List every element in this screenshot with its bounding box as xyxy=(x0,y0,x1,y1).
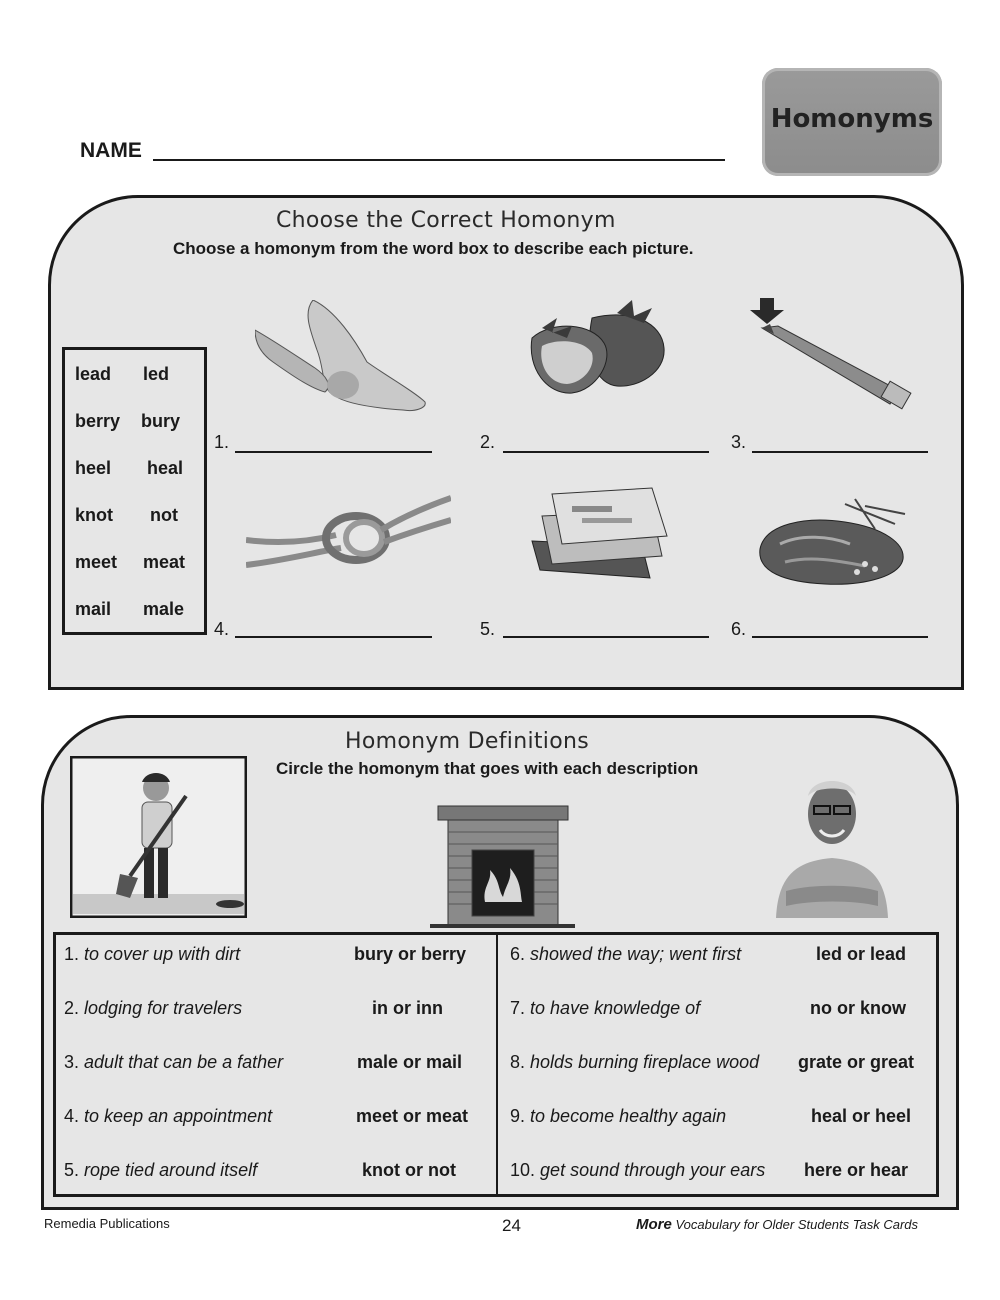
table-divider xyxy=(496,932,498,1197)
pencil-lead-image xyxy=(748,298,918,416)
row-number: 2. xyxy=(64,998,80,1018)
word: knot xyxy=(75,505,113,525)
definition-text: holds burning fireplace wood xyxy=(530,1052,760,1072)
homonym-choice[interactable]: in or inn xyxy=(372,998,443,1018)
homonym-choice[interactable]: grate or great xyxy=(798,1052,915,1072)
section2-subtitle: Circle the homonym that goes with each description xyxy=(276,759,699,778)
answer-line-4[interactable] xyxy=(235,636,432,638)
word: heal xyxy=(147,458,184,478)
definition-row xyxy=(510,1160,765,1181)
meat-steak-image xyxy=(755,494,910,592)
homonym-choice[interactable]: led or lead xyxy=(816,944,907,964)
definition-text: to have knowledge of xyxy=(530,998,701,1018)
row-number: 6. xyxy=(510,944,526,964)
word: meet xyxy=(75,552,118,572)
word: heel xyxy=(75,458,112,478)
definition-row xyxy=(64,1160,257,1181)
healthy-man-image xyxy=(776,766,888,918)
definition-row xyxy=(510,944,741,965)
name-label: NAME xyxy=(80,139,142,162)
word: meat xyxy=(143,552,186,572)
word-box xyxy=(62,347,207,635)
answer-line-6[interactable] xyxy=(752,636,928,638)
word: bury xyxy=(141,411,181,431)
definition-row xyxy=(510,1052,759,1073)
row-number: 1. xyxy=(64,944,80,964)
series-rest: Vocabulary for Older Students Task Cards xyxy=(675,1217,919,1232)
item-number: 6. xyxy=(731,619,747,639)
series-lead: More xyxy=(636,1216,672,1233)
definition-text: to keep an appointment xyxy=(84,1106,273,1126)
item-number: 4. xyxy=(214,619,230,639)
row-number: 8. xyxy=(510,1052,526,1072)
strawberry-berry-image xyxy=(522,298,672,398)
homonym-choice[interactable]: male or mail xyxy=(357,1052,463,1072)
definition-text: rope tied around itself xyxy=(84,1160,258,1180)
definition-text: get sound through your ears xyxy=(540,1160,766,1180)
row-number: 7. xyxy=(510,998,526,1018)
homonym-choice[interactable]: no or know xyxy=(810,998,906,1018)
row-number: 5. xyxy=(64,1160,80,1180)
publisher-label: Remedia Publications xyxy=(44,1216,170,1231)
row-number: 9. xyxy=(510,1106,526,1126)
digging-man-image xyxy=(70,756,247,918)
row-number: 3. xyxy=(64,1052,80,1072)
section2-title: Homonym Definitions xyxy=(345,729,589,754)
mail-envelopes-image xyxy=(522,486,672,584)
definition-text: adult that can be a father xyxy=(84,1052,284,1072)
item-number: 5. xyxy=(480,619,496,639)
foot-heel-image xyxy=(255,300,430,415)
series-title xyxy=(636,1216,918,1233)
definition-row xyxy=(64,1106,272,1127)
item-number: 1. xyxy=(214,432,230,452)
word: lead xyxy=(75,364,112,384)
page-number: 24 xyxy=(502,1216,521,1235)
fireplace-grate-image xyxy=(430,802,575,930)
answer-line-5[interactable] xyxy=(503,636,709,638)
homonym-choice[interactable]: knot or not xyxy=(362,1160,456,1180)
word: male xyxy=(143,599,185,619)
definition-row xyxy=(510,998,700,1019)
definition-row xyxy=(64,944,240,965)
definition-text: showed the way; went first xyxy=(530,944,742,964)
homonym-choice[interactable]: meet or meat xyxy=(356,1106,469,1126)
rope-knot-image xyxy=(246,490,451,580)
name-input-line[interactable] xyxy=(153,159,725,161)
word: berry xyxy=(75,411,121,431)
section1-subtitle: Choose a homonym from the word box to describe each picture. xyxy=(173,239,694,258)
answer-line-2[interactable] xyxy=(503,451,709,453)
row-number: 10. xyxy=(510,1160,536,1180)
word: led xyxy=(143,364,170,384)
definition-row xyxy=(510,1106,726,1127)
answer-line-1[interactable] xyxy=(235,451,432,453)
definition-row xyxy=(64,1052,283,1073)
homonym-choice[interactable]: heal or heel xyxy=(811,1106,912,1126)
answer-line-3[interactable] xyxy=(752,451,928,453)
word: not xyxy=(150,505,178,525)
item-number: 2. xyxy=(480,432,496,452)
definition-row xyxy=(64,998,242,1019)
homonym-choice[interactable]: bury or berry xyxy=(354,944,467,964)
definition-text: lodging for travelers xyxy=(84,998,243,1018)
row-number: 4. xyxy=(64,1106,80,1126)
definition-text: to become healthy again xyxy=(530,1106,727,1126)
page-title: Homonyms xyxy=(770,104,934,134)
section1-title: Choose the Correct Homonym xyxy=(276,208,616,233)
word: mail xyxy=(75,599,112,619)
definition-text: to cover up with dirt xyxy=(84,944,241,964)
homonym-choice[interactable]: here or hear xyxy=(804,1160,909,1180)
item-number: 3. xyxy=(731,432,747,452)
